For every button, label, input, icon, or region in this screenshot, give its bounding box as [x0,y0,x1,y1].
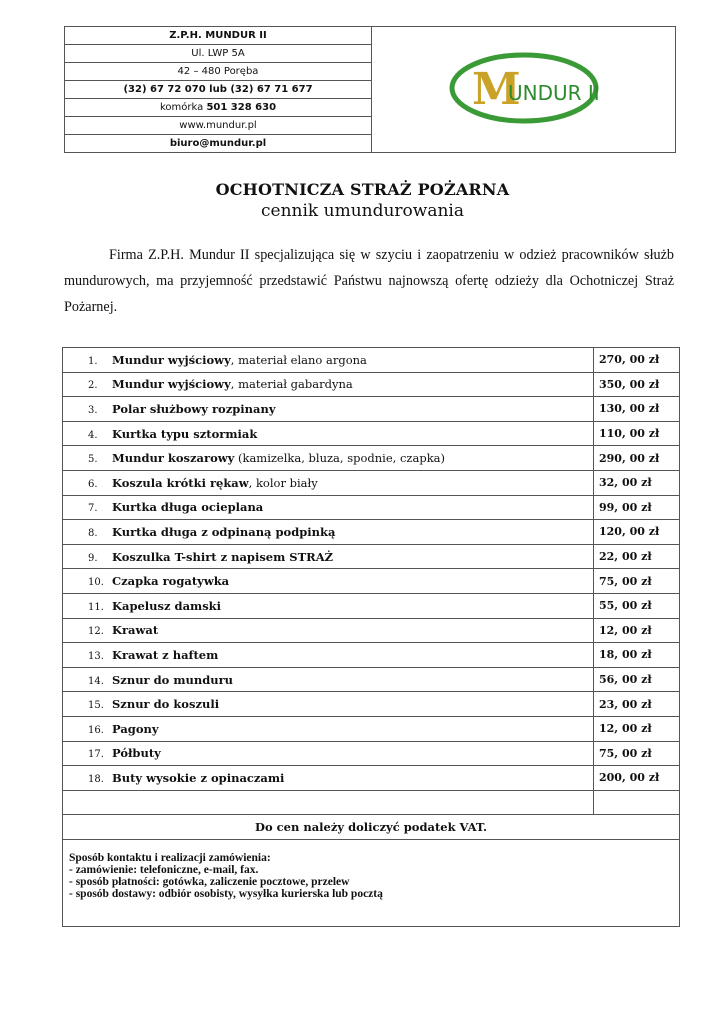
item-number: 1. [88,355,98,367]
logo-text: UNDUR II [507,80,600,105]
item-price: 110, 00 zł [594,421,680,446]
price-row [63,348,680,373]
contact-notes [63,839,680,926]
item-number: 11. [88,601,104,613]
price-row [63,421,680,446]
item-price: 18, 00 zł [594,643,680,668]
item-price: 23, 00 zł [594,692,680,717]
item-name: Kapelusz damski [112,598,222,613]
item-cell [63,372,594,397]
mundur-logo [444,48,604,128]
price-row [63,593,680,618]
item-name: Sznur do koszuli [112,697,220,712]
item-number: 14. [88,675,104,687]
company-city: 42 – 480 Poręba [65,63,372,81]
item-cell [63,741,594,766]
item-number: 3. [88,404,98,416]
item-price: 350, 00 zł [594,372,680,397]
item-cell [63,643,594,668]
item-cell [63,470,594,495]
price-row [63,667,680,692]
item-number: 12. [88,626,104,638]
company-name: Z.P.H. MUNDUR II [65,27,372,45]
item-price: 75, 00 zł [594,569,680,594]
intro-paragraph: Firma Z.P.H. Mundur II specjalizująca się w szyciu i zaopatrzeniu w odzież pracowników służb mundurowych, ma przyjemność przedstawić Państwu najnowszą ofertę odzieży dla Ochotniczej Straż Pożarnej. [64,247,674,315]
item-name: Koszula krótki rękaw [112,475,249,490]
item-price: 270, 00 zł [594,348,680,373]
item-price: 55, 00 zł [594,593,680,618]
item-cell [63,397,594,422]
item-name: Półbuty [112,746,161,761]
item-number: 5. [88,454,98,466]
item-name: Kurtka typu sztormiak [112,426,258,441]
item-price: 32, 00 zł [594,470,680,495]
price-row [63,741,680,766]
item-number: 17. [88,749,104,761]
empty-cell [63,790,594,815]
vat-note: Do cen należy doliczyć podatek VAT. [63,815,680,840]
company-email[interactable]: biuro@mundur.pl [65,135,372,153]
item-number: 9. [88,552,98,564]
company-phones: (32) 67 72 070 lub (32) 67 71 677 [65,81,372,99]
item-number: 8. [88,527,98,539]
item-name: Pagony [112,721,159,736]
logo-cell [372,27,676,153]
item-name: Kurtka długa ocieplana [112,500,264,515]
company-street: Ul. LWP 5A [65,45,372,63]
item-cell [63,692,594,717]
item-name: Mundur koszarowy [112,451,235,466]
item-cell [63,495,594,520]
item-name: Czapka rogatywka [112,574,230,589]
contact-note-line: - sposób płatności: gotówka, zaliczenie pocztowe, przelew [69,876,350,889]
item-cell [63,593,594,618]
item-cell [63,348,594,373]
item-price: 120, 00 zł [594,520,680,545]
item-description: , kolor biały [248,475,318,490]
document-title [0,180,725,221]
title-sub: cennik umundurowania [261,201,464,221]
item-price: 12, 00 zł [594,716,680,741]
item-price: 56, 00 zł [594,667,680,692]
price-row [63,766,680,791]
item-number: 4. [88,429,98,441]
empty-row [63,790,680,815]
item-cell [63,520,594,545]
price-row [63,520,680,545]
price-row [63,495,680,520]
item-cell [63,766,594,791]
item-description: , materiał elano argona [230,352,367,367]
item-number: 6. [88,478,98,490]
price-row [63,692,680,717]
item-name: Koszulka T-shirt z napisem STRAŻ [112,549,334,564]
item-description: (kamizelka, bluza, spodnie, czapka) [234,451,446,466]
item-cell [63,667,594,692]
price-row [63,716,680,741]
item-cell [63,618,594,643]
item-name: Mundur wyjściowy [112,377,231,392]
title-main: OCHOTNICZA STRAŻ POŻARNA [215,180,510,199]
item-price: 12, 00 zł [594,618,680,643]
item-cell [63,544,594,569]
item-cell [63,446,594,471]
item-price: 22, 00 zł [594,544,680,569]
item-name: Krawat [112,623,159,638]
item-price: 290, 00 zł [594,446,680,471]
item-name: Kurtka długa z odpinaną podpinką [112,524,336,539]
item-number: 10. [88,577,104,589]
item-name: Buty wysokie z opinaczami [112,770,285,785]
item-number: 16. [88,724,104,736]
item-number: 13. [88,650,104,662]
empty-price-cell [594,790,680,815]
item-number: 7. [88,503,98,515]
item-name: Krawat z haftem [112,647,219,662]
price-table [62,347,680,927]
item-price: 75, 00 zł [594,741,680,766]
mobile-number: 501 328 630 [206,101,277,113]
item-price: 130, 00 zł [594,397,680,422]
price-row [63,618,680,643]
item-cell [63,421,594,446]
contact-note-line: - sposób dostawy: odbiór osobisty, wysyłka kurierska lub pocztą [69,888,383,901]
price-row [63,470,680,495]
contact-notes-heading: Sposób kontaktu i realizacji zamówienia: [69,851,271,864]
item-name: Sznur do munduru [112,672,234,687]
item-cell [63,569,594,594]
item-price: 200, 00 zł [594,766,680,791]
price-row [63,569,680,594]
company-mobile [65,99,372,117]
price-row [63,397,680,422]
contact-note-line: - zamówienie: telefoniczne, e-mail, fax. [69,864,259,877]
item-name: Polar służbowy rozpinany [112,401,276,416]
contact-notes-row [63,839,680,926]
item-number: 18. [88,773,104,785]
logo-letter-m: M [471,63,521,115]
price-row [63,372,680,397]
company-header [64,26,676,153]
vat-row [63,815,680,840]
price-row [63,643,680,668]
item-cell [63,716,594,741]
item-description: , materiał gabardyna [230,377,353,392]
item-number: 2. [88,380,98,392]
price-row [63,544,680,569]
item-name: Mundur wyjściowy [112,352,231,367]
item-price: 99, 00 zł [594,495,680,520]
price-row [63,446,680,471]
item-number: 15. [88,700,104,712]
mobile-label: komórka [159,101,204,113]
company-website[interactable]: www.mundur.pl [65,117,372,135]
